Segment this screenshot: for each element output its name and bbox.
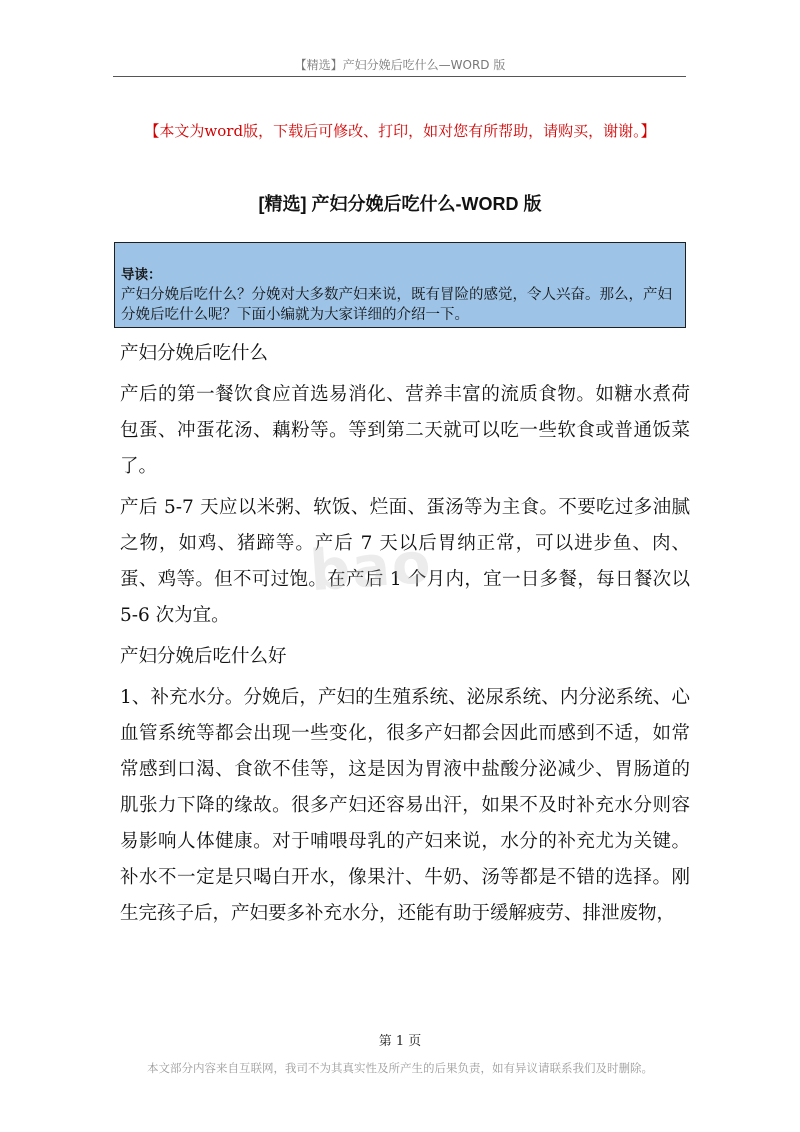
header-divider (113, 76, 686, 77)
document-body (120, 336, 690, 937)
watermark: bao (307, 530, 435, 605)
lead-text: 产妇分娩后吃什么？分娩对大多数产妇来说，既有冒险的感觉，令人兴奋。那么，产妇分娩后吃什么呢？下面小编就为大家详细的介绍一下。 (121, 287, 672, 323)
section-heading: 产妇分娩后吃什么 (120, 343, 269, 364)
lead-label: 导读： (121, 267, 162, 283)
lead-box (114, 242, 686, 328)
body-paragraph: 1、补充水分。分娩后，产妇的生殖系统、泌尿系统、内分泌系统、心血管系统等都会出现一些变化，很多产妇都会因此而感到不适，如常常感到口渴、食欲不佳等，这是因为胃液中盐酸分泌减少、胃肠道的肌张力下降的缘故。很多产妇还容易出汗，如果不及时补充水分则容易影响人体健康。对于哺喂母乳的产妇来说，水分的补充尤为关键。补水不一定是只喝白开水，像果汁、牛奶、汤等都是不错的选择。刚生完孩子后，产妇要多补充水分，还能有助于缓解疲劳、排泄废物， (120, 687, 690, 924)
word-version-notice: 【本文为word版，下载后可修改、打印，如对您有所帮助，请购买，谢谢。】 (144, 122, 656, 140)
body-paragraph: 产后的第一餐饮食应首选易消化、营养丰富的流质食物。如糖水煮荷包蛋、冲蛋花汤、藕粉等。等到第二天就可以吃一些软食或普通饭菜了。 (120, 384, 690, 477)
page-footer-disclaimer: 本文部分内容来自互联网，我司不为其真实性及所产生的后果负责，如有异议请联系我们及时删除。 (147, 1061, 653, 1075)
section-heading: 产妇分娩后吃什么好 (120, 646, 287, 667)
body-paragraph: 产后 5-7 天应以米粥、软饭、烂面、蛋汤等为主食。不要吃过多油腻之物，如鸡、猪蹄等。产后 7 天以后胃纳正常，可以进步鱼、肉、蛋、鸡等。但不可过饱。在产后 1 个月内，宜一日多餐，每日餐次以 5-6 次为宜。 (120, 497, 690, 626)
document-title: [精选] 产妇分娩后吃什么-WORD 版 (258, 194, 542, 214)
page-header: 【精选】产妇分娩后吃什么—WORD 版 (294, 58, 506, 72)
page-number: 第 1 页 (378, 1034, 422, 1049)
